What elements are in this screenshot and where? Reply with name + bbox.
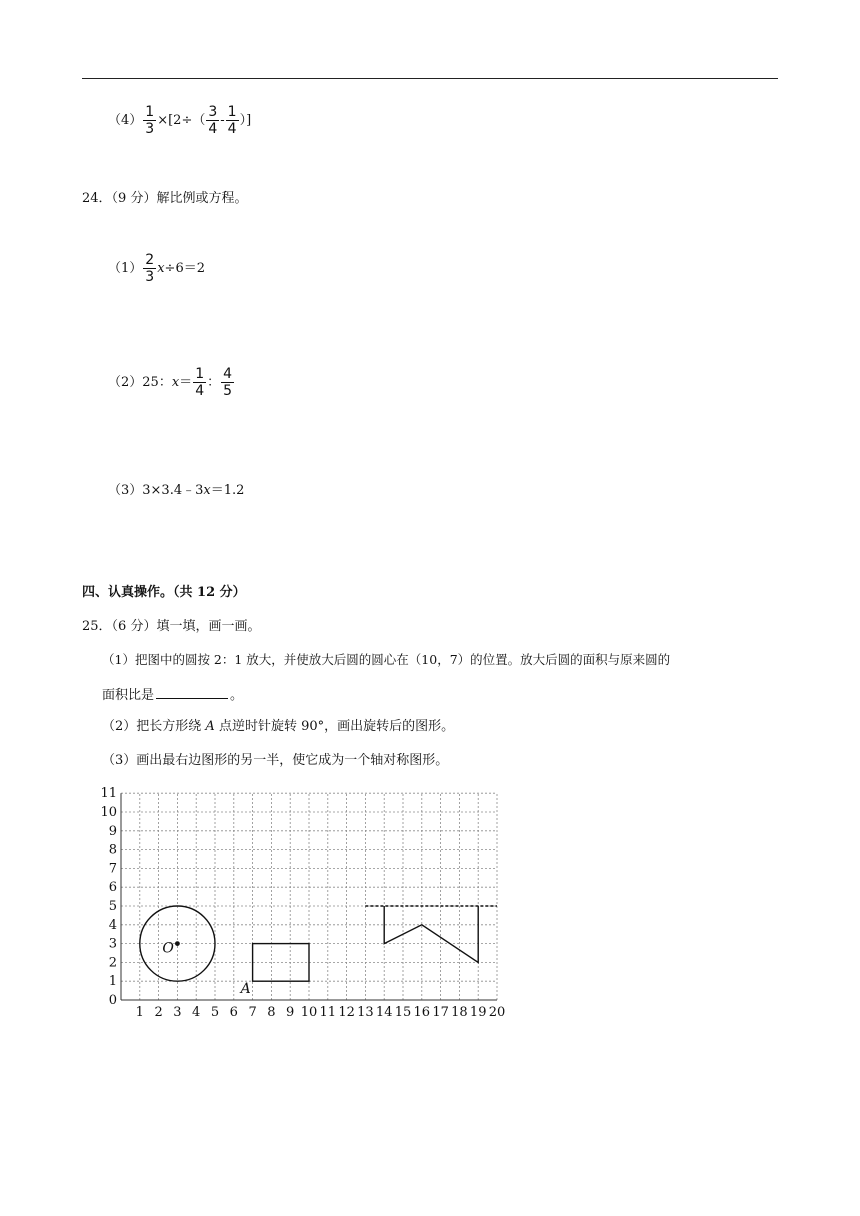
y-tick-label: 10 (100, 805, 117, 820)
variable-x: x (203, 483, 211, 498)
q24-2-colon: ： (207, 375, 221, 390)
y-tick-label: 0 (108, 993, 117, 1008)
fraction-1-4 (193, 366, 206, 399)
fraction-1-4 (226, 104, 239, 137)
x-tick-label: 20 (488, 1005, 506, 1020)
fraction-1-3 (143, 104, 156, 137)
x-tick-label: 5 (210, 1005, 220, 1020)
coordinate-grid-figure (96, 784, 516, 1024)
fraction-denominator: 5 (223, 383, 233, 399)
y-tick-label: 11 (100, 786, 117, 802)
q24-item-3 (108, 482, 244, 500)
y-tick-label: 6 (108, 880, 117, 896)
y-tick-label: 7 (108, 861, 117, 877)
fraction-numerator: 4 (223, 366, 233, 382)
q25-title: 25．（6 分）填一填，画一画。 (82, 619, 261, 634)
section-4-title: 四、认真操作。（共 12 分） (82, 585, 246, 600)
fraction-3-4 (206, 104, 219, 137)
x-tick-label: 7 (248, 1005, 257, 1020)
y-tick-label: 1 (108, 974, 117, 990)
q23-4-minus: - (220, 113, 225, 128)
y-tick-label: 5 (108, 899, 117, 914)
x-tick-label: 14 (375, 1005, 393, 1020)
y-tick-label: 2 (108, 955, 117, 971)
fraction-denominator: 4 (195, 383, 205, 399)
q24-title: 24．（9 分）解比例或方程。 (82, 191, 248, 206)
y-tick-label: 8 (108, 842, 117, 858)
q24-1-label: （1） (108, 261, 143, 276)
q25-item-1-line2 (102, 686, 243, 705)
x-tick-label: 9 (286, 1005, 295, 1020)
fraction-numerator: 1 (227, 104, 237, 120)
point-a-label: A (205, 719, 215, 734)
q24-2-eq: ＝ (179, 375, 193, 390)
q24-item-2 (108, 366, 235, 399)
q24-item-1 (108, 252, 205, 285)
x-tick-label: 2 (154, 1005, 163, 1020)
fraction-numerator: 2 (145, 252, 155, 268)
half-shape-outline (384, 906, 478, 962)
x-tick-label: 4 (192, 1005, 201, 1020)
q24-2-label: （2）25： (108, 375, 172, 390)
q24-1-rest: ÷6＝2 (164, 261, 205, 276)
y-tick-label: 4 (108, 917, 117, 933)
x-tick-label: 13 (357, 1005, 374, 1020)
x-tick-label: 15 (394, 1005, 412, 1020)
center-label-o: O (162, 940, 174, 957)
q23-4-label: （4） (108, 113, 143, 128)
x-tick-label: 11 (319, 1005, 337, 1020)
q23-4-close: ）] (239, 113, 252, 128)
q25-2-text-b: 点逆时针旋转 90°，画出旋转后的图形。 (218, 719, 455, 734)
fraction-numerator: 1 (195, 366, 205, 382)
x-tick-label: 10 (300, 1005, 318, 1020)
x-tick-label: 3 (173, 1005, 182, 1020)
fraction-2-3 (143, 252, 156, 285)
x-tick-label: 17 (432, 1005, 449, 1020)
x-tick-label: 1 (135, 1005, 144, 1020)
q25-item-1-line1: （1）把图中的圆按 2：1 放大，并使放大后圆的圆心在（10，7）的位置。放大后圆的面积与原来圆的 (102, 652, 671, 667)
fraction-denominator: 4 (227, 121, 237, 137)
y-tick-label: 3 (108, 936, 117, 952)
x-tick-label: 19 (469, 1005, 487, 1020)
q24-3-rest: ＝1.2 (210, 483, 245, 498)
answer-blank[interactable] (156, 686, 228, 699)
q23-4-times-bracket: ×[2÷（ (157, 113, 206, 128)
variable-x: x (157, 261, 165, 276)
point-a-label: A (240, 981, 251, 998)
fraction-numerator: 3 (208, 104, 218, 120)
fraction-denominator: 4 (208, 121, 218, 137)
q24-3-label: （3）3×3.4﹣3 (108, 483, 204, 498)
x-tick-label: 6 (229, 1005, 238, 1020)
header-rule (82, 78, 778, 79)
q23-item-4 (108, 104, 251, 137)
q25-2-text-a: （2）把长方形绕 (102, 719, 202, 734)
q25-item-3: （3）画出最右边图形的另一半，使它成为一个轴对称图形。 (102, 753, 449, 768)
x-tick-label: 16 (413, 1005, 431, 1020)
q25-item-2 (102, 718, 454, 736)
x-tick-label: 8 (267, 1005, 276, 1020)
q25-1-text: 面积比是 (102, 688, 155, 703)
fraction-4-5 (221, 366, 234, 399)
fraction-denominator: 3 (145, 269, 155, 285)
x-tick-label: 18 (451, 1005, 468, 1020)
fraction-numerator: 1 (145, 104, 155, 120)
fraction-denominator: 3 (145, 121, 155, 137)
circle-center-dot (175, 941, 180, 946)
x-tick-label: 12 (338, 1005, 355, 1020)
q25-1-period: 。 (230, 688, 244, 703)
y-tick-label: 9 (108, 823, 117, 839)
variable-x: x (171, 375, 180, 390)
